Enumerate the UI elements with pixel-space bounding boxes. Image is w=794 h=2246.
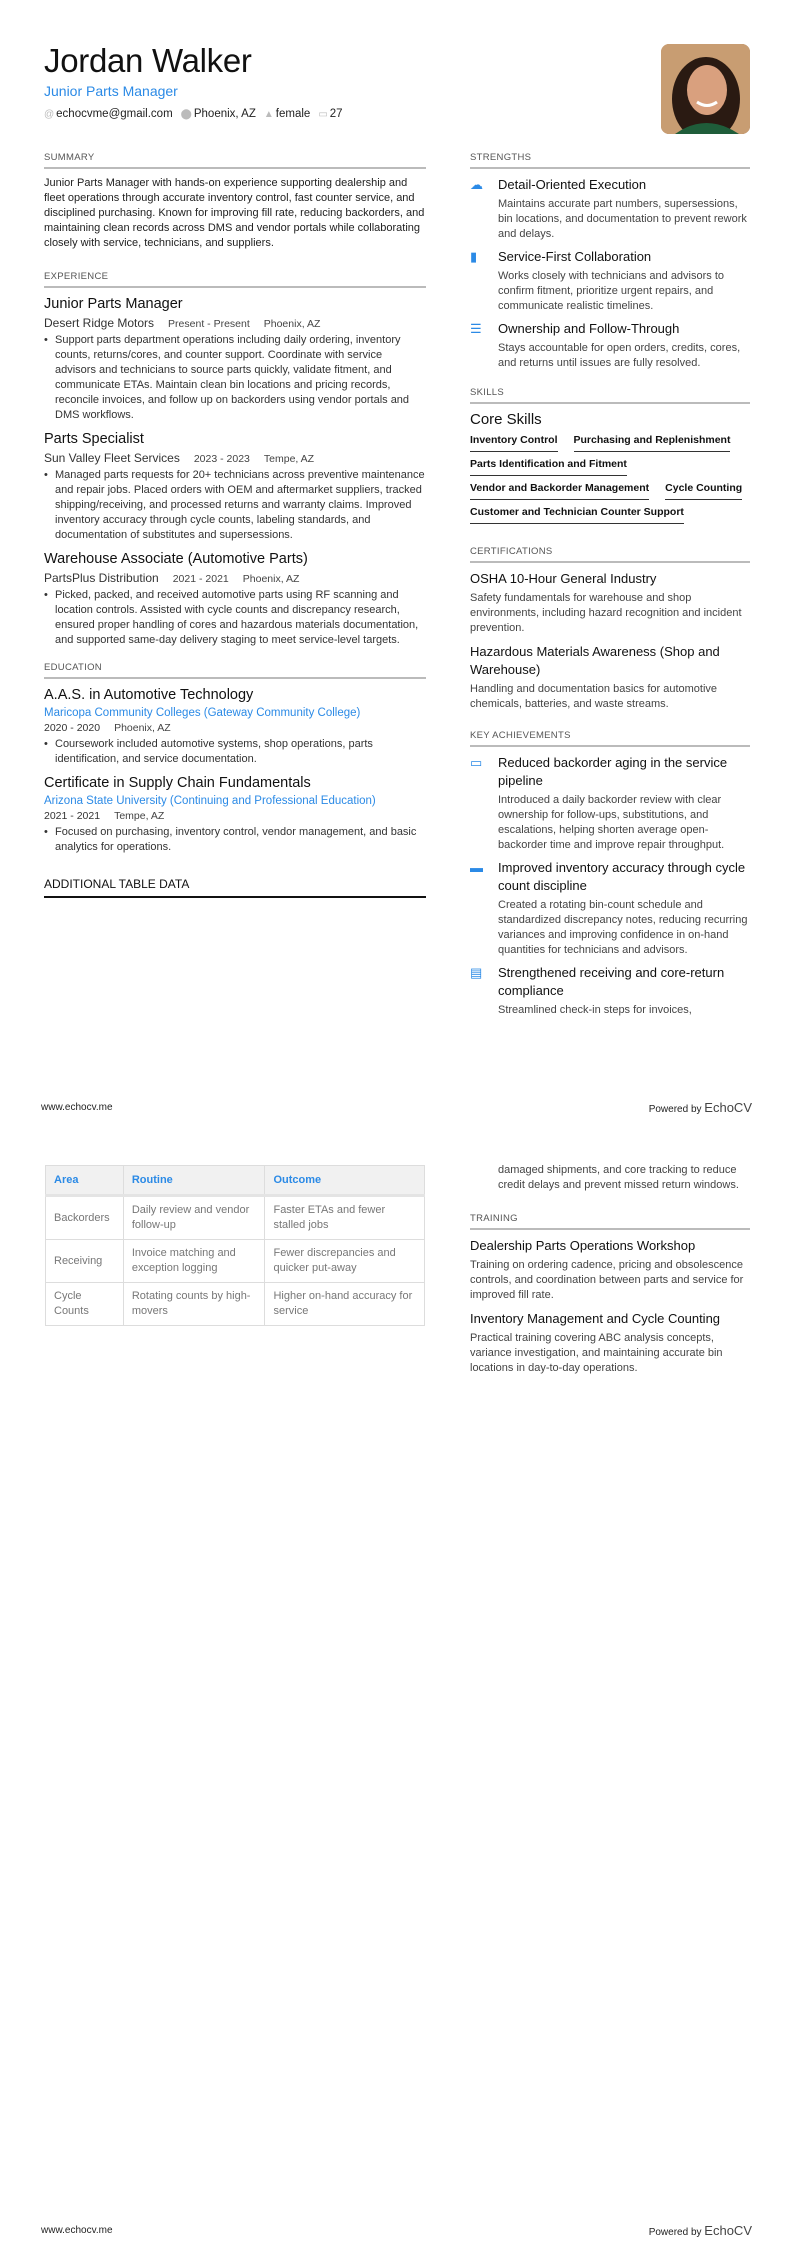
footer-website[interactable]: www.echocv.me — [41, 1102, 113, 1113]
table-cell: Invoice matching and exception logging — [123, 1240, 265, 1283]
education-item — [44, 686, 426, 767]
document-icon: ▮ — [470, 249, 478, 264]
email: echocvme@gmail.com — [56, 108, 173, 120]
experience-item — [44, 550, 426, 648]
brand-logo: EchoCV — [704, 1100, 752, 1115]
table-cell: Cycle Counts — [46, 1283, 124, 1326]
brand-logo: EchoCV — [704, 2223, 752, 2238]
achievements-item — [470, 964, 750, 1018]
clipboard-icon: ▤ — [470, 965, 483, 980]
age: 27 — [329, 108, 343, 120]
strengths-item — [470, 320, 750, 371]
achievement-continued — [470, 1163, 750, 1193]
strengths-title: Detail-Oriented Execution — [498, 177, 647, 192]
table-header: Outcome — [265, 1166, 425, 1196]
profile-photo — [661, 44, 750, 134]
experience-list — [44, 295, 426, 648]
dates: 2021 - 2021 — [44, 810, 101, 822]
job-location: Phoenix, AZ — [242, 573, 300, 585]
bullet: • Focused on purchasing, inventory control, vendor management, and basic analytics for operations. — [44, 825, 426, 855]
skill-tag: Purchasing and Replenishment — [574, 434, 731, 452]
degree: Certificate in Supply Chain Fundamentals — [44, 775, 311, 791]
training-heading: TRAINING — [470, 1213, 750, 1230]
training-item — [470, 1310, 750, 1376]
additional-table-heading: ADDITIONAL TABLE DATA — [44, 877, 426, 898]
achievements-item — [470, 754, 750, 853]
additional-table — [45, 1165, 425, 1326]
certifications-title: OSHA 10-Hour General Industry — [470, 571, 657, 586]
page-1-columns — [0, 0, 794, 1080]
training-title: Inventory Management and Cycle Counting — [470, 1311, 721, 1326]
achievements-text: Created a rotating bin-count schedule and standardized discrepancy notes, reducing recurring variances and improving confidence in on-hand quantities for technicians and advisors. — [498, 899, 748, 956]
school: Maricopa Community Colleges (Gateway Community College) — [44, 707, 361, 719]
achievements-title: Strengthened receiving and core-return compliance — [498, 965, 725, 998]
training-item — [470, 1237, 750, 1303]
achievements-heading: KEY ACHIEVEMENTS — [470, 730, 750, 747]
edu-meta — [44, 722, 426, 734]
certifications-item — [470, 570, 750, 636]
skill-tag: Parts Identification and Fitment — [470, 458, 627, 476]
footer-powered — [649, 1100, 752, 1115]
achievements-item — [470, 859, 750, 958]
certifications-list — [470, 570, 750, 712]
achievements-body — [498, 964, 750, 1018]
left-column — [44, 152, 426, 1024]
skills-group-title: Core Skills — [470, 411, 542, 428]
achievements-body — [498, 859, 750, 958]
dates: 2023 - 2023 — [193, 453, 250, 465]
table-cell: Receiving — [46, 1240, 124, 1283]
certifications-text: Handling and documentation basics for automotive chemicals, batteries, and waste streams. — [470, 683, 718, 710]
person-icon: ▲ — [263, 109, 274, 120]
skills-list — [470, 434, 750, 524]
location: Phoenix, AZ — [193, 108, 256, 120]
dates: 2020 - 2020 — [44, 722, 101, 734]
table-row — [46, 1240, 425, 1283]
bullets — [44, 333, 426, 423]
job-location: Phoenix, AZ — [263, 318, 321, 330]
powered-by-text: Powered by — [648, 1104, 702, 1115]
strengths-text: Maintains accurate part numbers, supersessions, bin locations, and documentation to prevent rework and delays. — [498, 198, 747, 240]
strengths-body — [498, 176, 750, 242]
calendar-icon: ▭ — [318, 109, 328, 120]
email-icon: @ — [44, 109, 55, 120]
job-title: Warehouse Associate (Automotive Parts) — [44, 551, 308, 567]
contact-info — [44, 108, 343, 120]
left-column-2 — [44, 1165, 426, 1383]
skills-heading: SKILLS — [470, 387, 750, 404]
edu-location: Phoenix, AZ — [114, 722, 171, 734]
achievements-title: Improved inventory accuracy through cycle count discipline — [498, 860, 746, 893]
strengths-title: Ownership and Follow-Through — [498, 321, 680, 336]
table-cell: Fewer discrepancies and quicker put-away — [265, 1240, 425, 1283]
strengths-list — [470, 176, 750, 371]
powered-by-text: Powered by — [648, 2227, 702, 2238]
strengths-text: Stays accountable for open orders, credits, cores, and returns until issues are fully resolved. — [498, 342, 741, 369]
table-cell: Higher on-hand accuracy for service — [265, 1283, 425, 1326]
dates: 2021 - 2021 — [172, 573, 229, 585]
bullets — [44, 737, 426, 767]
job-meta — [44, 451, 426, 465]
certifications-heading: CERTIFICATIONS — [470, 546, 750, 563]
degree: A.A.S. in Automotive Technology — [44, 687, 254, 703]
company: Desert Ridge Motors — [44, 316, 155, 330]
strengths-body — [498, 320, 750, 371]
achievements-text: Introduced a daily backorder review with clear ownership for follow-ups, substitutions, and escalations, helping shorten average open-backorder time and improve repair throughput. — [498, 794, 725, 851]
edu-location: Tempe, AZ — [114, 810, 165, 822]
candidate-title: Junior Parts Manager — [44, 83, 178, 99]
education-item — [44, 774, 426, 855]
achievements-title: Reduced backorder aging in the service pipeline — [498, 755, 728, 788]
certifications-title: Hazardous Materials Awareness (Shop and Warehouse) — [470, 644, 720, 677]
table-row — [46, 1283, 425, 1326]
page-2-columns — [0, 1123, 794, 1439]
summary-heading: SUMMARY — [44, 152, 426, 169]
job-location: Tempe, AZ — [263, 453, 315, 465]
table-cell: Daily review and vendor follow-up — [123, 1196, 265, 1240]
bullet: • Picked, packed, and received automotive parts using RF scanning and location controls. Assisted with cycle counts and discrepancy research, ensured proper handling of cores and hazardous materials documentation, and supported same-day delivery staging to meet service-level targets. — [44, 588, 426, 648]
experience-item — [44, 430, 426, 543]
strengths-heading: STRENGTHS — [470, 152, 750, 169]
achievement-text-continued: damaged shipments, and core tracking to reduce credit delays and prevent missed return windows. — [498, 1164, 739, 1191]
school: Arizona State University (Continuing and Professional Education) — [44, 795, 376, 807]
training-text: Training on ordering cadence, pricing and obsolescence controls, and coordination between parts and service for improved fill rate. — [470, 1259, 744, 1301]
skill-tag: Customer and Technician Counter Support — [470, 506, 684, 524]
table-header: Area — [46, 1166, 124, 1196]
right-column-2 — [470, 1163, 750, 1383]
footer-powered — [649, 2223, 752, 2238]
training-text: Practical training covering ABC analysis concepts, variance investigation, and maintaining accurate bin locations in day-to-day operations. — [470, 1332, 723, 1374]
job-title: Junior Parts Manager — [44, 296, 183, 312]
gender: female — [275, 108, 311, 120]
bullet: • Managed parts requests for 20+ technicians across preventive maintenance and repair jobs. Placed orders with OEM and aftermarket suppliers, tracked shipping/receiving, and processed returns and warranty claims. Improved inventory accuracy through cycle counts, labeling standards, and documentation of substitutes and supersessions. — [44, 468, 426, 543]
strengths-item — [470, 248, 750, 314]
experience-heading: EXPERIENCE — [44, 271, 426, 288]
experience-item — [44, 295, 426, 423]
page-2 — [0, 1123, 794, 2246]
dates: Present - Present — [168, 318, 250, 330]
bullets — [44, 825, 426, 855]
certifications-item — [470, 643, 750, 712]
job-title: Parts Specialist — [44, 431, 144, 447]
cloud-icon: ☁ — [470, 177, 483, 192]
achievements-text: Streamlined check-in steps for invoices, — [498, 1004, 692, 1016]
location-icon: ⬤ — [180, 109, 192, 120]
achievements-list — [470, 754, 750, 1018]
strengths-text: Works closely with technicians and advisors to confirm fitment, prioritize urgent repairs, and communicate realistic timelines. — [498, 270, 725, 312]
education-heading: EDUCATION — [44, 662, 426, 679]
skill-tag: Inventory Control — [470, 434, 558, 452]
company: Sun Valley Fleet Services — [44, 451, 180, 465]
summary-text: Junior Parts Manager with hands-on experience supporting dealership and fleet operations through accurate inventory control, fast counter service, and disciplined purchasing. Known for improving fill rate, reducing backorders, and maintaining clean records across DMS and vendor portals while collaborating closely with service, technicians, and suppliers. — [44, 177, 425, 249]
strengths-title: Service-First Collaboration — [498, 249, 652, 264]
bullet: • Support parts department operations including daily ordering, inventory counts, returns/cores, and counter support. Coordinate with service advisors and technicians to source parts quickly, validate fitment, and communicate ETAs. Maintain clean bin locations and pricing records, reconcile invoices, and follow up on backorders using vendor portals and DMS workflows. — [44, 333, 426, 423]
bullets — [44, 468, 426, 543]
strengths-body — [498, 248, 750, 314]
edu-meta — [44, 810, 426, 822]
job-meta — [44, 571, 426, 585]
calendar-icon: ▭ — [470, 755, 483, 770]
job-meta — [44, 316, 426, 330]
candidate-name: Jordan Walker — [44, 42, 252, 79]
company: PartsPlus Distribution — [44, 571, 159, 585]
table-row — [46, 1196, 425, 1240]
education-list — [44, 686, 426, 855]
table-cell: Rotating counts by high-movers — [123, 1283, 265, 1326]
certifications-text: Safety fundamentals for warehouse and shop environments, including hazard recognition and incident prevention. — [470, 592, 742, 634]
table-header: Routine — [123, 1166, 265, 1196]
skill-tag: Cycle Counting — [665, 482, 742, 500]
bullet: • Coursework included automotive systems, shop operations, parts identification, and service documentation. — [44, 737, 426, 767]
footer-website[interactable]: www.echocv.me — [41, 2225, 113, 2236]
chat-icon: ▬ — [470, 860, 483, 875]
training-list — [470, 1237, 750, 1376]
skill-tag: Vendor and Backorder Management — [470, 482, 649, 500]
table-cell: Faster ETAs and fewer stalled jobs — [265, 1196, 425, 1240]
bullets — [44, 588, 426, 648]
strengths-item — [470, 176, 750, 242]
list-icon: ☰ — [470, 321, 482, 336]
training-title: Dealership Parts Operations Workshop — [470, 1238, 696, 1253]
table-cell: Backorders — [46, 1196, 124, 1240]
right-column — [470, 152, 750, 1024]
achievements-body — [498, 754, 750, 853]
